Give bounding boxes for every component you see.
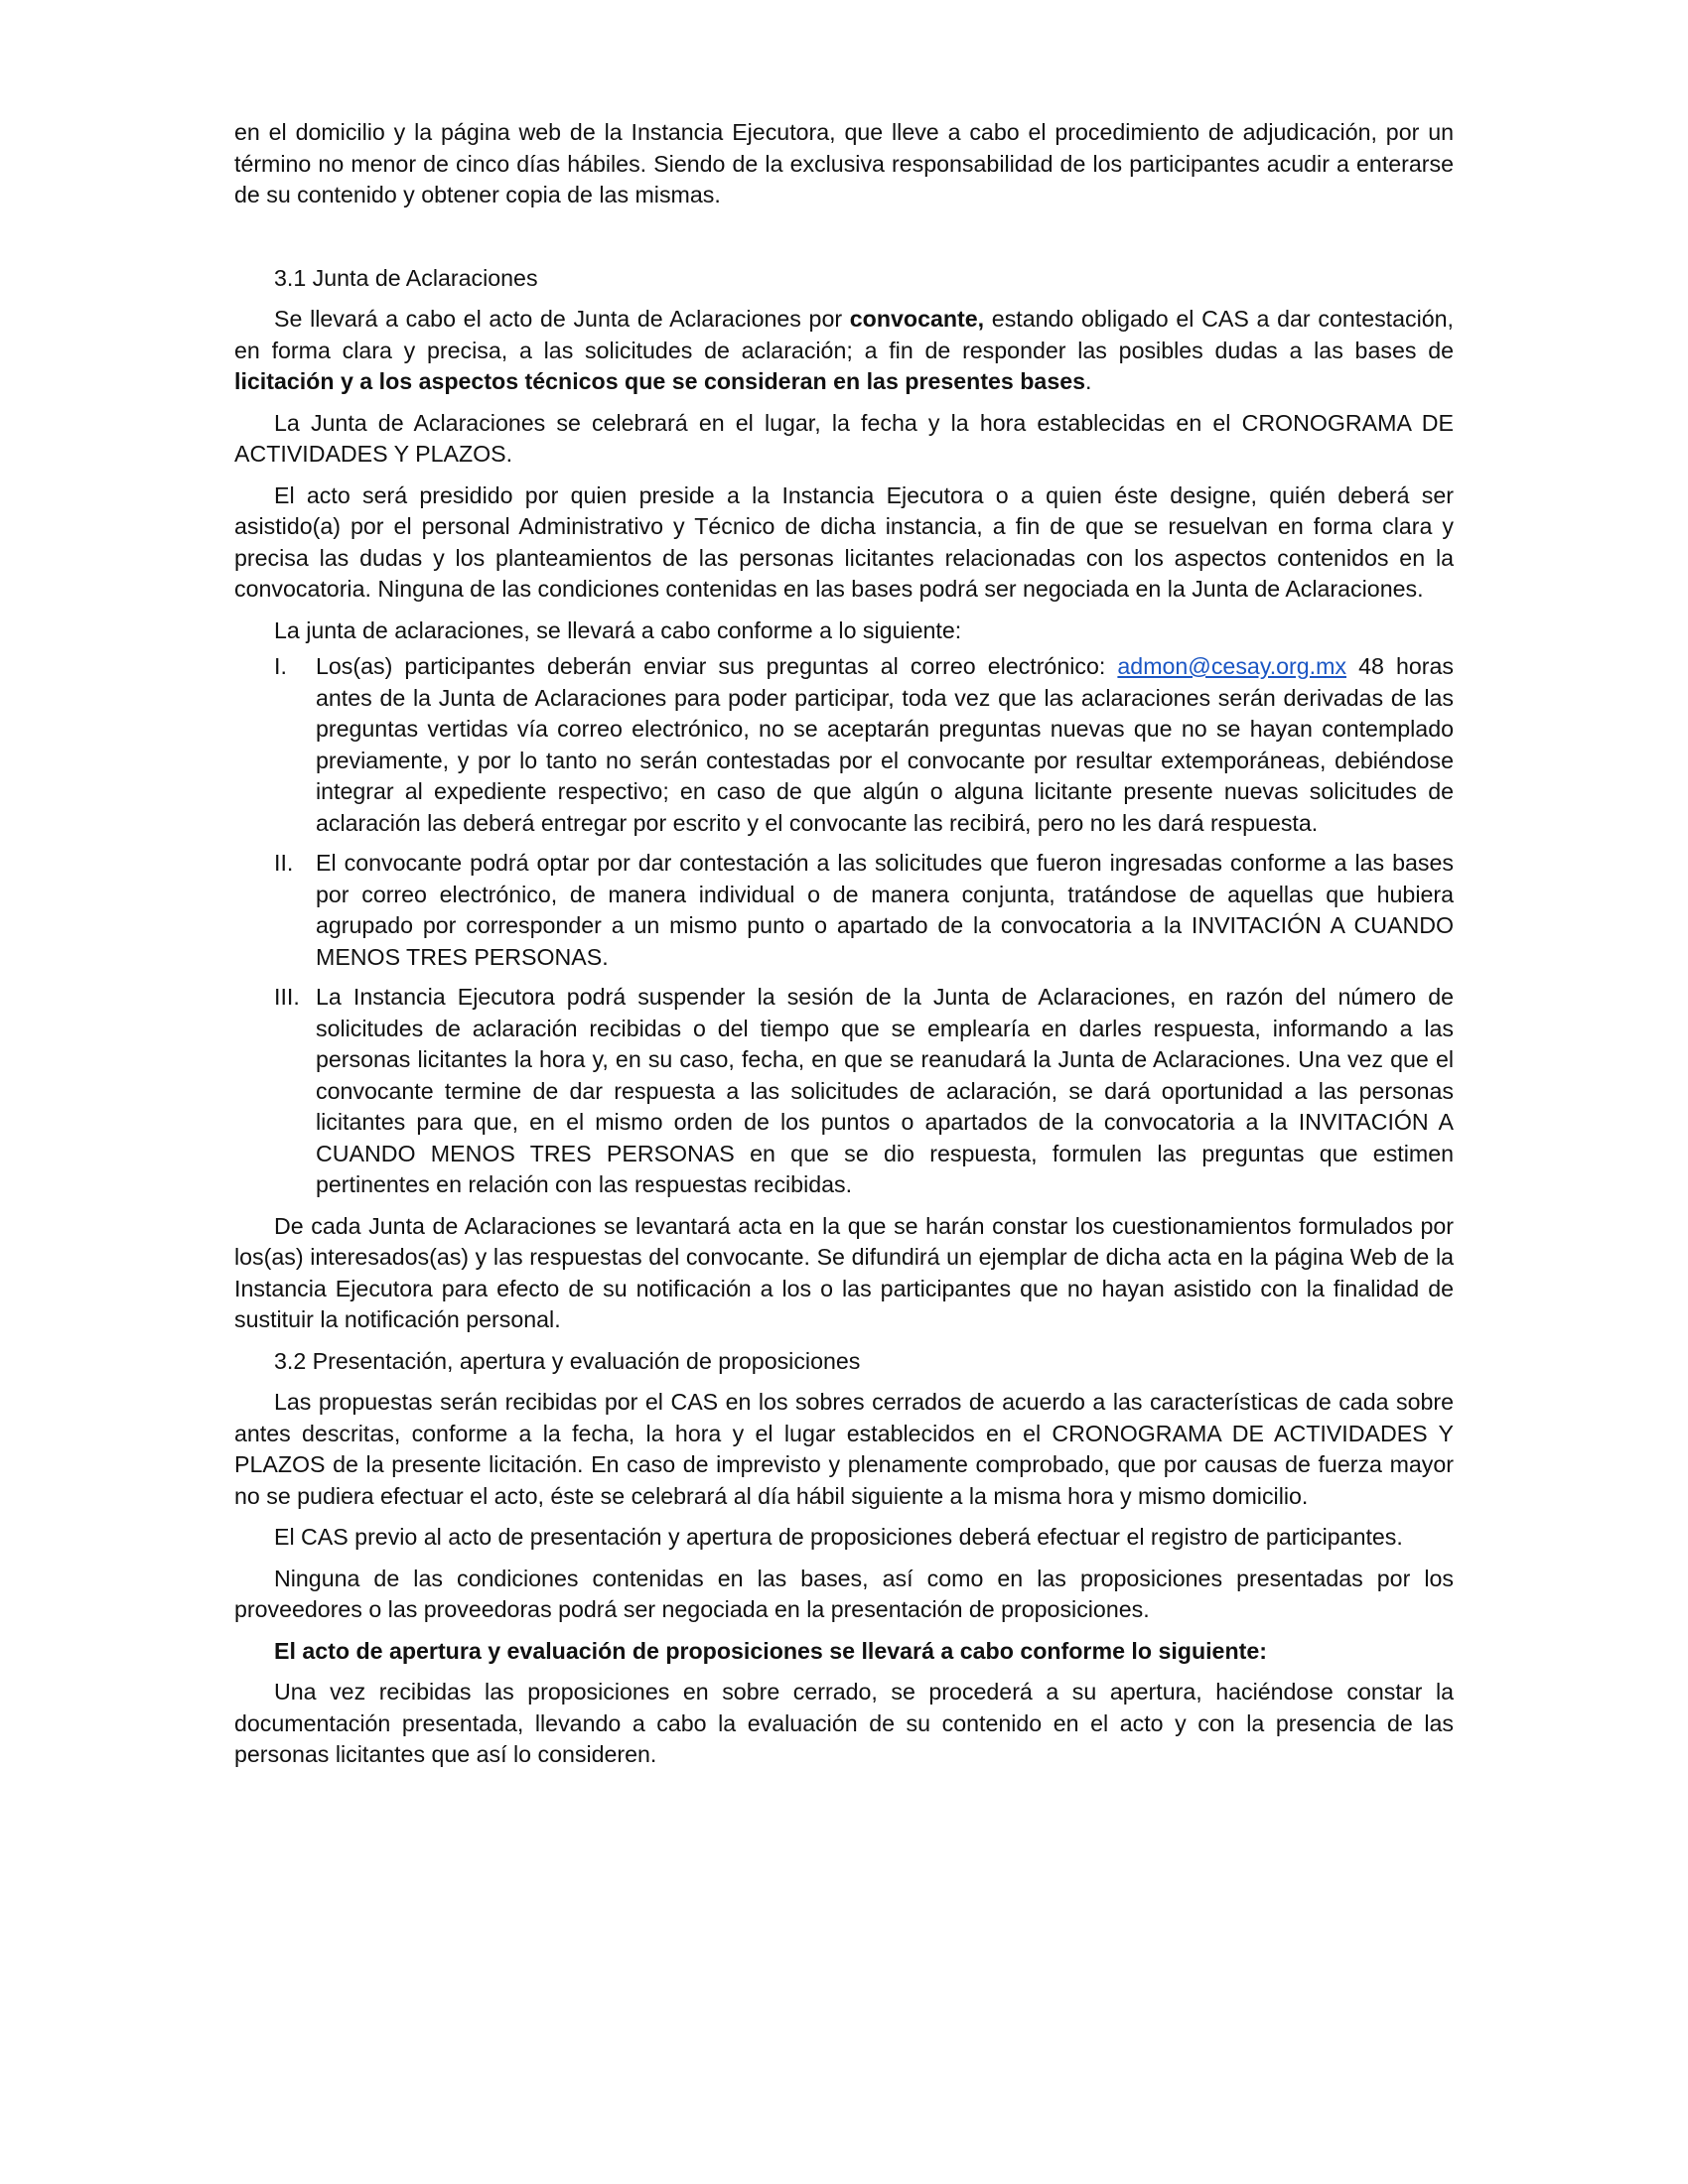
list-item-text: El convocante podrá optar por dar contestación a las solicitudes que fueron ingresadas conforme a las bases por correo electrónico, de manera individual o de manera conjunta, tratándose de aquellas que hubiera agrupado por corresponder a un mismo punto o apartado de la convocatoria a la INVITACIÓN A CUANDO MENOS TRES PERSONAS. — [316, 850, 1454, 970]
section-3-1-heading: 3.1 Junta de Aclaraciones — [274, 264, 538, 291]
section-3-2-paragraph-2: El CAS previo al acto de presentación y apertura de proposiciones deberá efectuar el registro de participantes. — [274, 1524, 1403, 1550]
list-item — [234, 848, 1454, 973]
p1-text-c: estando obligado el CAS a dar contestación, en forma clara y precisa, a las solicitudes de aclaración; a fin de responder las posibles dudas a las bases de — [234, 306, 1454, 363]
section-3-1-paragraph-4: La junta de aclaraciones, se llevará a cabo conforme a lo siguiente: — [274, 616, 962, 643]
list-item-text — [316, 651, 1454, 839]
p1-text-a: Se llevará a cabo el acto de Junta de Aclaraciones por — [274, 306, 850, 332]
section-3-2-heading: 3.2 Presentación, apertura y evaluación de proposiciones — [274, 1347, 861, 1374]
list-item-number: I. — [274, 653, 287, 679]
section-3-2-paragraph-1: Las propuestas serán recibidas por el CAS en los sobres cerrados de acuerdo a las características de cada sobre antes descritas, conforme a la fecha, la hora y el lugar establecidos en el CRONOGRAMA DE ACTIVIDADES Y PLAZOS de la presente licitación. En caso de imprevisto y plenamente comprobado, que por causas de fuerza mayor no se pudiera efectuar el acto, éste se celebrará al día hábil siguiente a la misma hora y mismo domicilio. — [234, 1389, 1454, 1509]
list-item-text: La Instancia Ejecutora podrá suspender la sesión de la Junta de Aclaraciones, en razón del número de solicitudes de aclaración recibidas o del tiempo que se emplearía en darles respuesta, informando a las personas licitantes la hora y, en su caso, fecha, en que se reanudará la Junta de Aclaraciones. Una vez que el convocante termine de dar respuesta a las solicitudes de aclaración, se dará oportunidad a las personas licitantes para que, en el mismo orden de los puntos o apartados de la convocatoria a la INVITACIÓN A CUANDO MENOS TRES PERSONAS en que se dio respuesta, formulen las preguntas que estimen pertinentes en relación con las respuestas recibidas. — [316, 984, 1454, 1197]
section-3-2-paragraph-5: Una vez recibidas las proposiciones en sobre cerrado, se procederá a su apertura, haciéndose constar la documentación presentada, llevando a cabo la evaluación de su contenido en el acto y con la presencia de las personas licitantes que así lo consideren. — [234, 1679, 1454, 1767]
list-item — [234, 982, 1454, 1201]
item-1-text-pre: Los(as) participantes deberán enviar sus preguntas al correo electrónico: — [316, 653, 1118, 679]
section-3-2-paragraph-3: Ninguna de las condiciones contenidas en las bases, así como en las proposiciones presentadas por los proveedores o las proveedoras podrá ser negociada en la presentación de proposiciones. — [234, 1565, 1454, 1622]
list-item-number: II. — [274, 850, 294, 876]
section-3-1-paragraph-1 — [234, 304, 1454, 398]
p1-bold-licitacion: licitación y a los aspectos técnicos que se consideran en las presentes bases — [234, 368, 1086, 394]
intro-paragraph: en el domicilio y la página web de la Instancia Ejecutora, que lleve a cabo el procedimiento de adjudicación, por un término no menor de cinco días hábiles. Siendo de la exclusiva responsabilidad de los participantes acudir a enterarse de su contenido y obtener copia de las mismas. — [234, 119, 1454, 207]
section-3-1-paragraph-3: El acto será presidido por quien preside a la Instancia Ejecutora o a quien éste designe, quién deberá ser asistido(a) por el personal Administrativo y Técnico de dicha instancia, a fin de que se resuelvan en forma clara y precisa las dudas y los planteamientos de las personas licitantes relacionadas con los aspectos contenidos en la convocatoria. Ninguna de las condiciones contenidas en las bases podrá ser negociada en la Junta de Aclaraciones. — [234, 481, 1454, 602]
p1-bold-convocante: convocante, — [849, 306, 985, 332]
bold-statement: El acto de apertura y evaluación de proposiciones se llevará a cabo conforme lo siguiente: — [274, 1637, 1267, 1664]
section-3-1-paragraph-5: De cada Junta de Aclaraciones se levantará acta en la que se harán constar los cuestionamientos formulados por los(as) interesados(as) y las respuestas del convocante. Se difundirá un ejemplar de dicha acta en la página Web de la Instancia Ejecutora para efecto de su notificación a los o las participantes que no hayan asistido con la finalidad de sustituir la notificación personal. — [234, 1212, 1454, 1332]
document-page — [234, 117, 1454, 1771]
list-item — [234, 651, 1454, 839]
section-3-1-paragraph-2: La Junta de Aclaraciones se celebrará en el lugar, la fecha y la hora establecidas en el CRONOGRAMA DE ACTIVIDADES Y PLAZOS. — [234, 409, 1454, 467]
section-3-2-bold-paragraph — [234, 1636, 1454, 1668]
p1-text-e: . — [1085, 368, 1092, 394]
item-1-text-post: 48 horas antes de la Junta de Aclaraciones para poder participar, toda vez que las aclaraciones serán derivadas de las preguntas vertidas vía correo electrónico, no se aceptarán preguntas nuevas que no se hayan contemplado previamente, y por lo tanto no serán contestadas por el convocante por resultar extemporáneas, debiéndose integrar al expediente respectivo; en caso de que algún o alguna licitante presente nuevas solicitudes de aclaración las deberá entregar por escrito y el convocante las recibirá, pero no les dará respuesta. — [316, 653, 1454, 836]
email-link[interactable]: admon@cesay.org.mx — [1117, 653, 1347, 679]
list-item-number: III. — [274, 984, 300, 1010]
clarification-list — [234, 651, 1454, 1201]
